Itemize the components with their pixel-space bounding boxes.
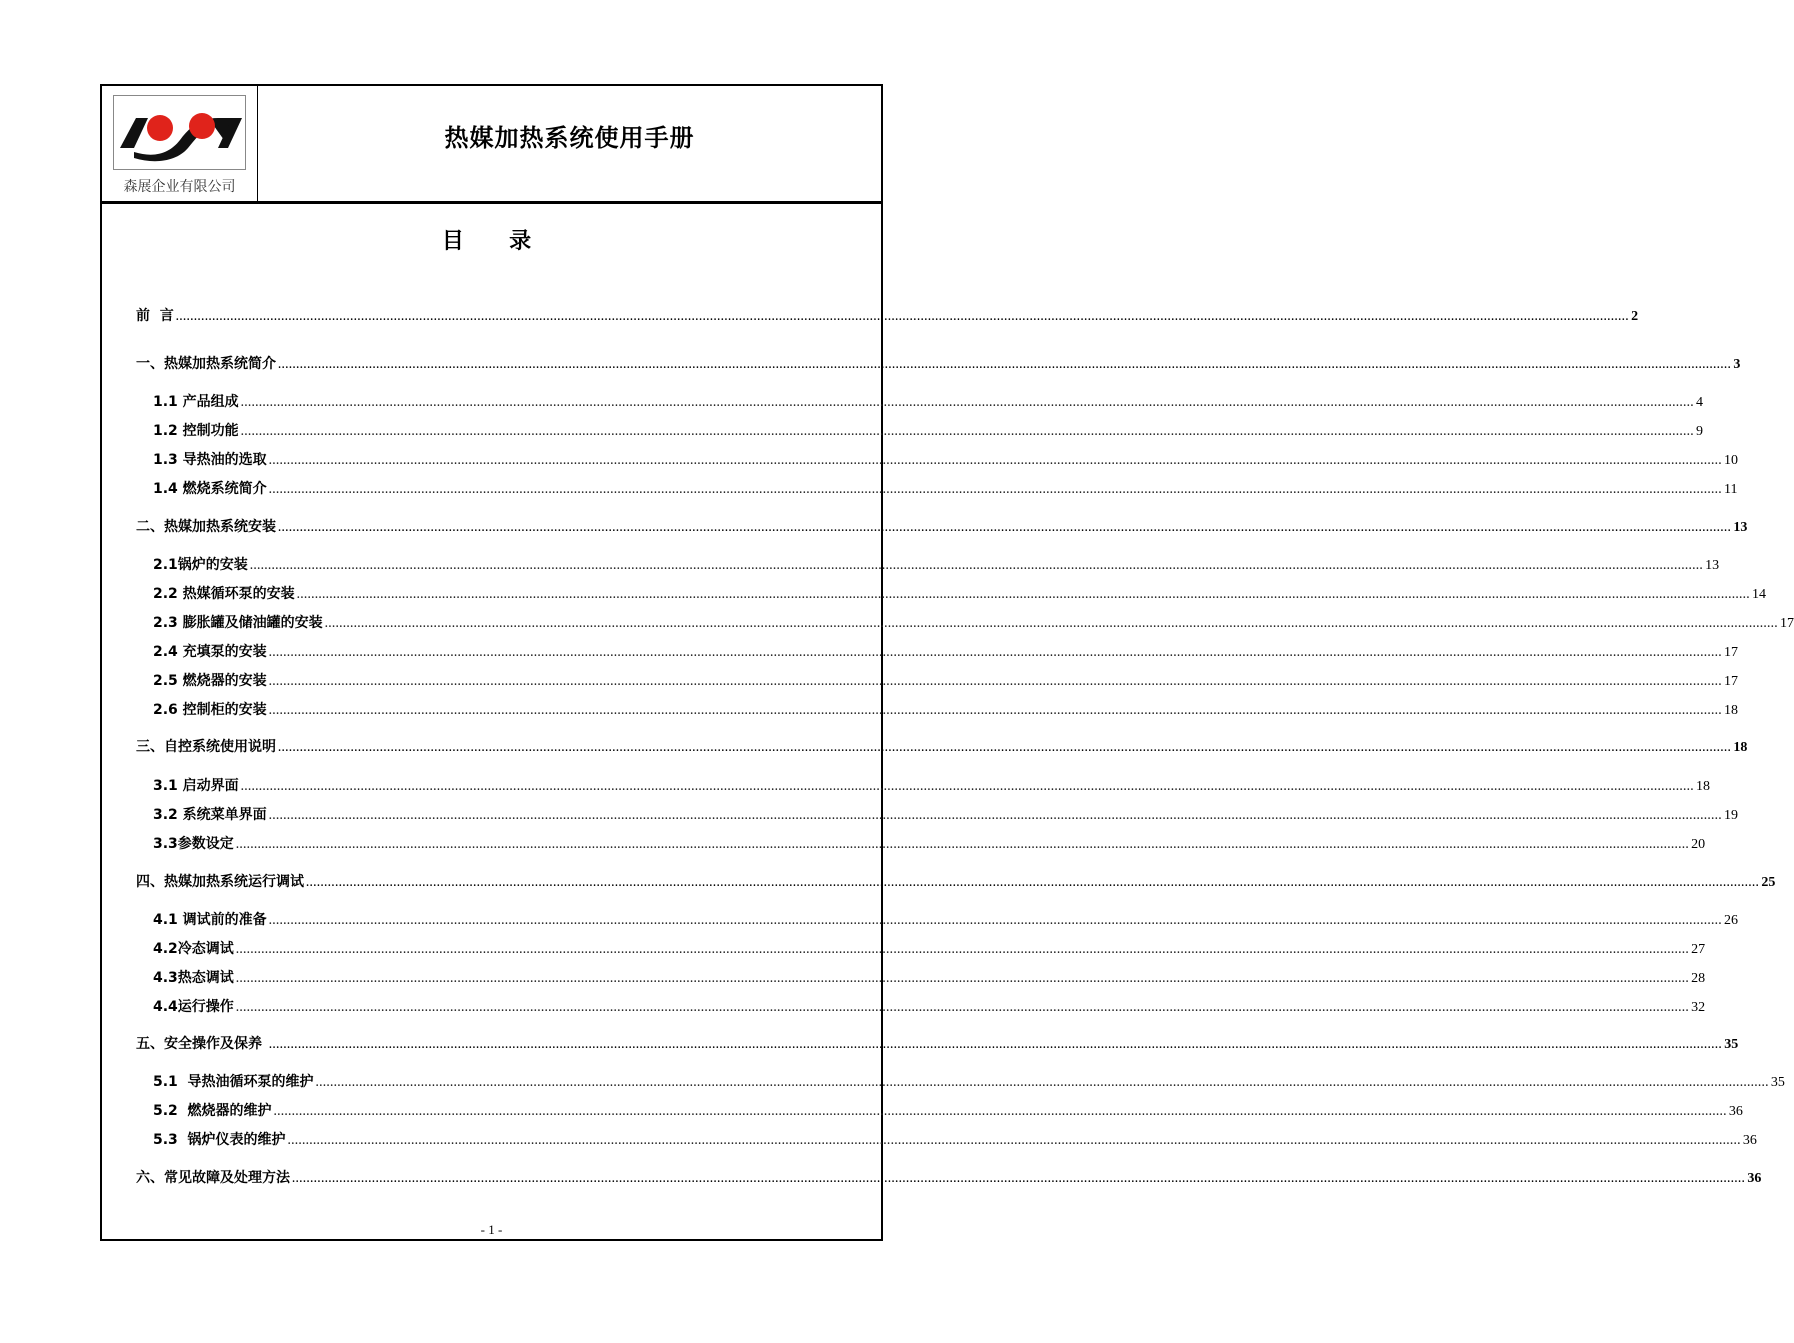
toc-leader-dots: ................................................................................................................................................................................................................................................................................................................................................................................................................ [240, 783, 1695, 793]
toc-entry-page: 35 [1770, 1075, 1785, 1090]
page-frame [100, 84, 1794, 1241]
toc-entry-page: 10 [1724, 453, 1739, 468]
toc-heading: 目 录 [441, 229, 542, 254]
toc-section-entry[interactable] [153, 670, 1739, 692]
toc-entry-page: 11 [1724, 482, 1738, 497]
toc-entry-label: 2.5 燃烧器的安装 [153, 673, 267, 689]
toc-section-entry[interactable] [153, 391, 1704, 413]
toc-section-entry[interactable] [153, 449, 1739, 471]
toc-leader-dots: ................................................................................................................................................................................................................................................................................................................................................................................................................ [240, 428, 1695, 438]
toc-leader-dots: ................................................................................................................................................................................................................................................................................................................................................................................................................ [278, 361, 1732, 371]
toc-chapter-entry[interactable] [136, 353, 1741, 375]
toc-entry-page: 18 [1724, 703, 1739, 718]
toc-entry-label: 4.1 调试前的准备 [153, 912, 267, 928]
toc-entry-page: 17 [1724, 645, 1739, 660]
toc-entry-page: 26 [1724, 913, 1739, 928]
toc-chapter-entry[interactable] [136, 305, 1639, 327]
toc-section-entry[interactable] [153, 1071, 1785, 1093]
toc-leader-dots: ................................................................................................................................................................................................................................................................................................................................................................................................................ [268, 812, 1723, 822]
toc-entry-label: 六、常见故障及处理方法 [136, 1170, 290, 1186]
toc-entry-label: 2.3 膨胀罐及储油罐的安装 [153, 615, 323, 631]
document-title: 热媒加热系统使用手册 [444, 124, 695, 152]
toc-entry-label: 1.1 产品组成 [153, 394, 239, 410]
toc-section-entry[interactable] [153, 699, 1739, 721]
toc-leader-dots: ................................................................................................................................................................................................................................................................................................................................................................................................................ [235, 975, 1690, 985]
toc-leader-dots: ................................................................................................................................................................................................................................................................................................................................................................................................................ [268, 917, 1723, 927]
toc-entry-page: 2 [1631, 309, 1639, 324]
toc-entry-label: 前 言 [136, 308, 174, 324]
toc-leader-dots: ................................................................................................................................................................................................................................................................................................................................................................................................................ [249, 562, 1704, 572]
toc-leader-dots: ................................................................................................................................................................................................................................................................................................................................................................................................................ [273, 1108, 1727, 1118]
toc-section-entry[interactable] [153, 833, 1706, 855]
toc-section-entry[interactable] [153, 1100, 1743, 1122]
toc-entry-label: 1.3 导热油的选取 [153, 452, 267, 468]
toc-entry-label: 2.6 控制柜的安装 [153, 702, 267, 718]
toc-section-entry[interactable] [153, 641, 1739, 663]
toc-entry-page: 25 [1761, 875, 1776, 890]
toc-entry-label: 2.1锅炉的安装 [153, 557, 248, 573]
toc-entry-page: 28 [1691, 971, 1706, 986]
toc-entry-page: 32 [1691, 1000, 1706, 1015]
toc-entry-label: 2.2 热媒循环泵的安装 [153, 586, 295, 602]
logo-cell [102, 86, 258, 201]
toc-leader-dots: ................................................................................................................................................................................................................................................................................................................................................................................................................ [268, 707, 1723, 717]
toc-leader-dots: ................................................................................................................................................................................................................................................................................................................................................................................................................ [235, 841, 1690, 851]
toc-section-entry[interactable] [153, 996, 1706, 1018]
page-number: - 1 - [480, 1222, 503, 1237]
toc-entry-label: 1.4 燃烧系统简介 [153, 481, 267, 497]
toc-leader-dots: ................................................................................................................................................................................................................................................................................................................................................................................................................ [175, 313, 1630, 323]
toc-entry-label: 五、安全操作及保养 [136, 1036, 267, 1052]
toc-section-entry[interactable] [153, 420, 1704, 442]
toc-entry-label: 三、自控系统使用说明 [136, 739, 276, 755]
toc-entry-page: 3 [1733, 357, 1741, 372]
toc-section-entry[interactable] [153, 478, 1738, 500]
toc-entry-page: 9 [1696, 424, 1704, 439]
toc-chapter-entry[interactable] [136, 871, 1776, 893]
toc-section-entry[interactable] [153, 938, 1706, 960]
toc-entry-page: 13 [1705, 558, 1720, 573]
toc-section-entry[interactable] [153, 967, 1706, 989]
toc-leader-dots: ................................................................................................................................................................................................................................................................................................................................................................................................................ [315, 1079, 1769, 1089]
toc-section-entry[interactable] [153, 775, 1711, 797]
toc-entry-page: 36 [1742, 1133, 1757, 1148]
toc-entry-label: 四、热媒加热系统运行调试 [136, 874, 304, 890]
toc-entry-page: 4 [1696, 395, 1704, 410]
toc-entry-label: 5.1 导热油循环泵的维护 [153, 1074, 314, 1090]
toc-chapter-entry[interactable] [136, 1033, 1739, 1055]
toc-leader-dots: ................................................................................................................................................................................................................................................................................................................................................................................................................ [278, 524, 1732, 534]
toc-entry-label: 4.2冷态调试 [153, 941, 234, 957]
toc-leader-dots: ................................................................................................................................................................................................................................................................................................................................................................................................................ [235, 946, 1690, 956]
toc-leader-dots: ................................................................................................................................................................................................................................................................................................................................................................................................................ [268, 486, 1723, 496]
toc-entry-page: 17 [1724, 674, 1739, 689]
company-logo [113, 95, 246, 170]
document-header [102, 86, 881, 204]
toc-entry-label: 2.4 充填泵的安装 [153, 644, 267, 660]
toc-leader-dots: ................................................................................................................................................................................................................................................................................................................................................................................................................ [324, 620, 1779, 630]
toc-leader-dots: ................................................................................................................................................................................................................................................................................................................................................................................................................ [296, 591, 1751, 601]
toc-leader-dots: ................................................................................................................................................................................................................................................................................................................................................................................................................ [278, 744, 1732, 754]
toc-leader-dots: ................................................................................................................................................................................................................................................................................................................................................................................................................ [235, 1004, 1690, 1014]
toc-entry-label: 4.3热态调试 [153, 970, 234, 986]
toc-entry-page: 36 [1747, 1171, 1762, 1186]
toc-entry-page: 17 [1780, 616, 1794, 631]
toc-leader-dots: ................................................................................................................................................................................................................................................................................................................................................................................................................ [268, 1041, 1723, 1051]
toc-entry-page: 13 [1733, 520, 1748, 535]
toc-leader-dots: ................................................................................................................................................................................................................................................................................................................................................................................................................ [306, 879, 1760, 889]
toc-entry-label: 一、热媒加热系统简介 [136, 356, 276, 372]
toc-entry-page: 18 [1696, 779, 1711, 794]
toc-leader-dots: ................................................................................................................................................................................................................................................................................................................................................................................................................ [292, 1175, 1746, 1185]
toc-entry-page: 19 [1724, 808, 1739, 823]
toc-leader-dots: ................................................................................................................................................................................................................................................................................................................................................................................................................ [268, 457, 1723, 467]
toc-entry-label: 1.2 控制功能 [153, 423, 239, 439]
toc-entry-label: 4.4运行操作 [153, 999, 234, 1015]
toc-leader-dots: ................................................................................................................................................................................................................................................................................................................................................................................................................ [268, 649, 1723, 659]
toc-chapter-entry[interactable] [136, 516, 1748, 538]
toc-entry-page: 36 [1728, 1104, 1743, 1119]
toc-entry-label: 3.1 启动界面 [153, 778, 239, 794]
toc-section-entry[interactable] [153, 909, 1739, 931]
toc-leader-dots: ................................................................................................................................................................................................................................................................................................................................................................................................................ [240, 399, 1695, 409]
toc-leader-dots: ................................................................................................................................................................................................................................................................................................................................................................................................................ [287, 1137, 1741, 1147]
logo-graphic [114, 96, 245, 169]
toc-entry-page: 14 [1752, 587, 1767, 602]
toc-section-entry[interactable] [153, 583, 1767, 605]
toc-leader-dots: ................................................................................................................................................................................................................................................................................................................................................................................................................ [268, 678, 1723, 688]
company-name: 森展企业有限公司 [123, 179, 236, 195]
toc-entry-page: 20 [1691, 837, 1706, 852]
toc-section-entry[interactable] [153, 612, 1794, 634]
toc-entry-label: 二、热媒加热系统安装 [136, 519, 276, 535]
toc-entry-label: 5.3 锅炉仪表的维护 [153, 1132, 286, 1148]
toc-chapter-entry[interactable] [136, 1167, 1762, 1189]
toc-entry-label: 3.3参数设定 [153, 836, 234, 852]
toc-entry-page: 27 [1691, 942, 1706, 957]
toc-section-entry[interactable] [153, 1129, 1757, 1151]
toc-entry-label: 5.2 燃烧器的维护 [153, 1103, 272, 1119]
toc-entry-label: 3.2 系统菜单界面 [153, 807, 267, 823]
toc-section-entry[interactable] [153, 554, 1720, 576]
toc-chapter-entry[interactable] [136, 736, 1748, 758]
toc-section-entry[interactable] [153, 804, 1739, 826]
toc-entry-page: 18 [1733, 740, 1748, 755]
toc-entry-page: 35 [1724, 1037, 1739, 1052]
